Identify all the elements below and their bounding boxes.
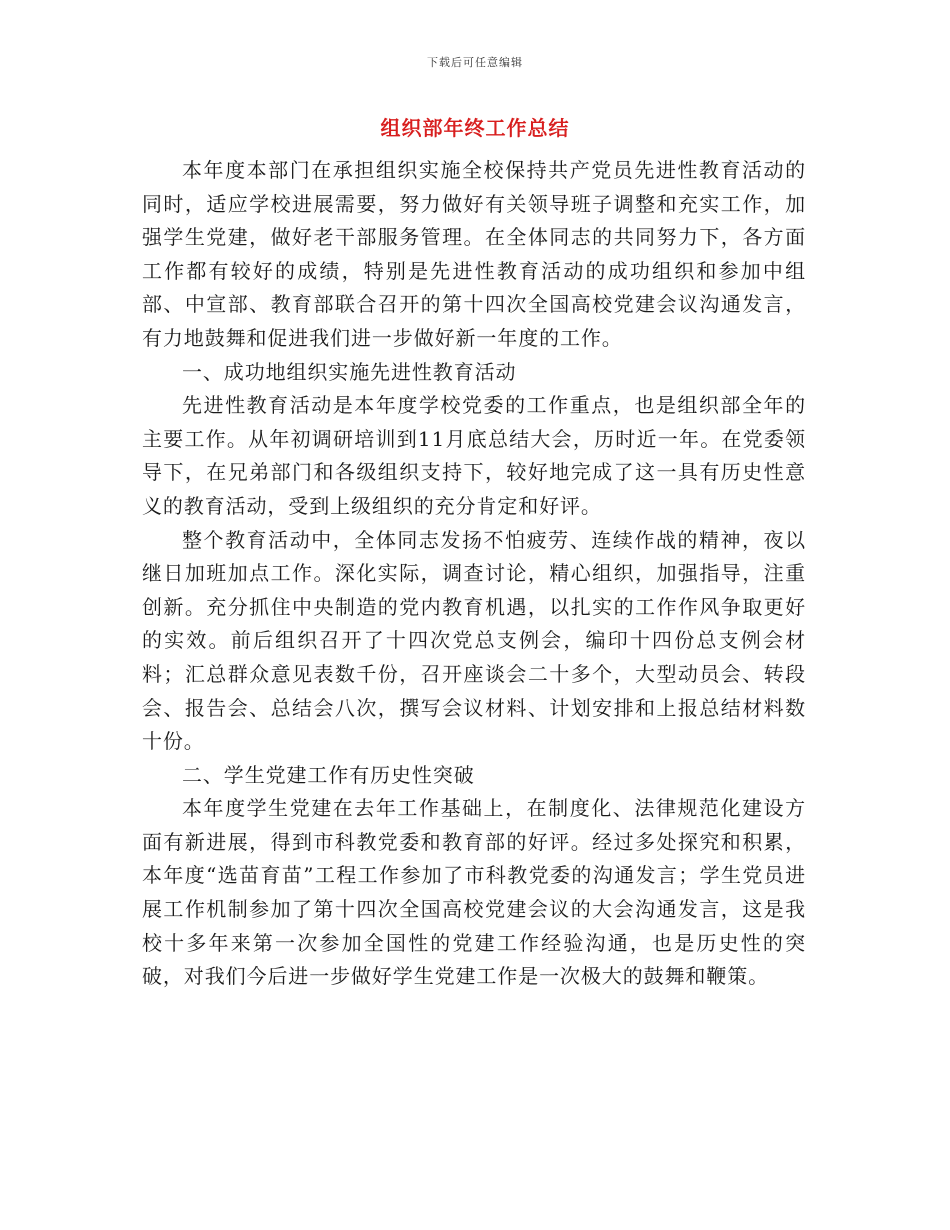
- paragraph-section1-b: 整个教育活动中，全体同志发扬不怕疲劳、连续作战的精神，夜以继日加班加点工作。深化实际，调查讨论，精心组织，加强指导，注重创新。充分抓住中央制造的党内教育机遇，以扎实的工作作风争取更好的实效。前后组织召开了十四次党总支例会，编印十四份总支例会材料；汇总群众意见表数千份，召开座谈会二十多个，大型动员会、转段会、报告会、总结会八次，撰写会议材料、计划安排和上报总结材料数十份。: [142, 527, 806, 754]
- paragraph-section2-a: 本年度学生党建在去年工作基础上，在制度化、法律规范化建设方面有新进展，得到市科教党委和教育部的好评。经过多处探究和积累，本年度“选苗育苗”工程工作参加了市科教党委的沟通发言；学生党员进展工作机制参加了第十四次全国高校党建会议的大会沟通发言，这是我校十多年来第一次参加全国性的党建工作经验沟通，也是历史性的突破，对我们今后进一步做好学生党建工作是一次极大的鼓舞和鞭策。: [142, 796, 806, 989]
- paragraph-intro: 本年度本部门在承担组织实施全校保持共产党员先进性教育活动的同时，适应学校进展需要，努力做好有关领导班子调整和充实工作，加强学生党建，做好老干部服务管理。在全体同志的共同努力下，各方面工作都有较好的成绩，特别是先进性教育活动的成功组织和参加中组部、中宣部、教育部联合召开的第十四次全国高校党建会议沟通发言，有力地鼓舞和促进我们进一步做好新一年度的工作。: [142, 158, 806, 350]
- document-title: 组织部年终工作总结: [380, 116, 570, 140]
- header-note: 下载后可任意编辑: [427, 56, 523, 69]
- paragraph-section1-a: 先进性教育活动是本年度学校党委的工作重点，也是组织部全年的主要工作。从年初调研培训到11月底总结大会，历时近一年。在党委领导下，在兄弟部门和各级组织支持下，较好地完成了这一具有历史性意义的教育活动，受到上级组织的充分肯定和好评。: [142, 393, 806, 518]
- section-heading-1: 一、成功地组织实施先进性教育活动: [182, 359, 517, 384]
- section-heading-2: 二、学生党建工作有历史性突破: [182, 762, 475, 787]
- document-body: [142, 154, 806, 994]
